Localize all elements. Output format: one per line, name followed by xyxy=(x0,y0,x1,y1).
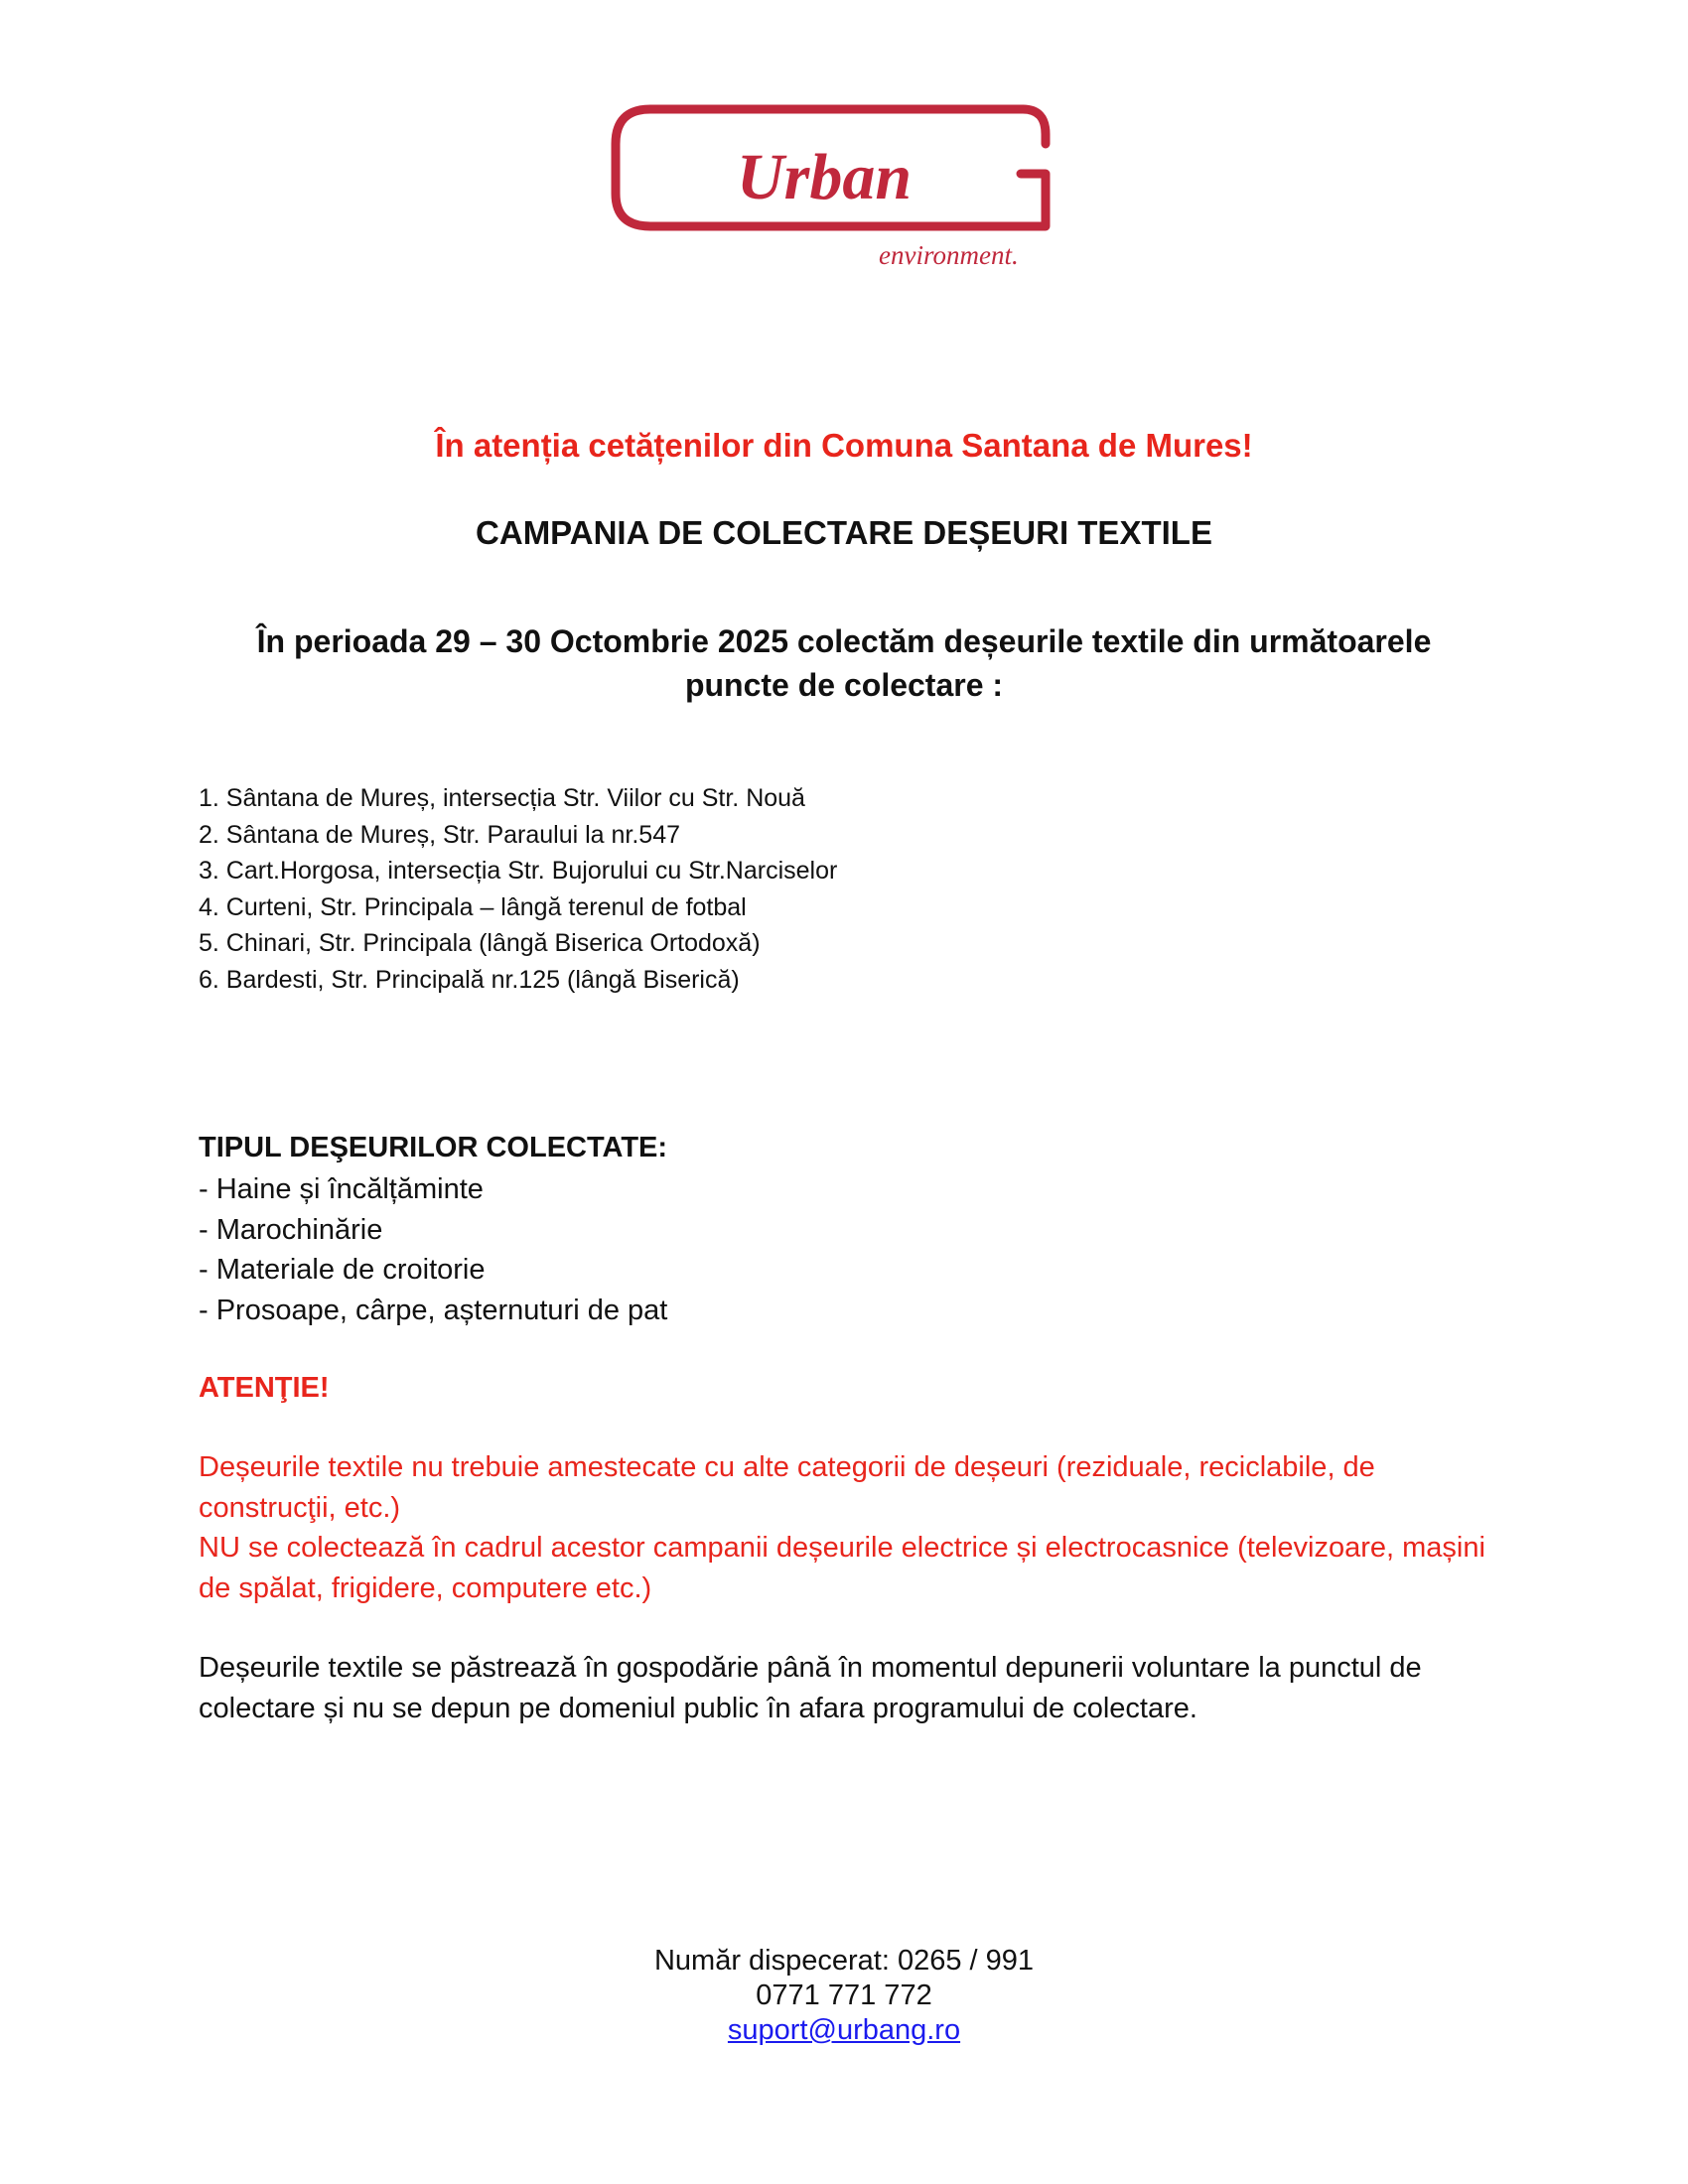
campaign-title: CAMPANIA DE COLECTARE DEȘEURI TEXTILE xyxy=(476,514,1212,551)
urban-logo xyxy=(606,99,1082,278)
waste-types-heading: TIPUL DEŞEURILOR COLECTATE: xyxy=(199,1132,668,1163)
notice-title: În atenția cetățenilor din Comuna Santana de Mures! xyxy=(435,427,1253,464)
logo-tagline-text: environment. xyxy=(879,240,1019,270)
campaign-period xyxy=(199,619,1489,707)
period-line-2: puncte de colectare : xyxy=(684,667,1004,703)
dispatcher-number: Număr dispecerat: 0265 / 991 xyxy=(653,1945,1035,1977)
warning-heading: ATENŢIE! xyxy=(199,1372,330,1404)
waste-type-item: - Prosoape, cârpe, așternuturi de pat xyxy=(199,1294,668,1326)
collection-points-list xyxy=(199,780,837,998)
collection-point: 5. Chinari, Str. Principala (lângă Biserica Ortodoxă) xyxy=(199,929,761,957)
logo-brand-text: Urban xyxy=(737,141,913,213)
warning-paragraph-electrical: NU se colectează în cadrul acestor campanii deșeurile electrice și electrocasnice (televizoare, mașini de spălat, frigidere, computere etc.) xyxy=(199,1532,1485,1604)
waste-types-list xyxy=(199,1169,667,1330)
warning-text xyxy=(199,1447,1509,1608)
collection-point: 4. Curteni, Str. Principala – lângă terenul de fotbal xyxy=(199,892,747,921)
collection-point: 6. Bardesti, Str. Principală nr.125 (lângă Biserică) xyxy=(199,965,740,994)
contact-footer xyxy=(0,1944,1688,2048)
collection-point: 1. Sântana de Mureș, intersecția Str. Viilor cu Str. Nouă xyxy=(199,784,805,812)
collection-point: 3. Cart.Horgosa, intersecția Str. Bujorului cu Str.Narciselor xyxy=(199,857,838,885)
phone-number: 0771 771 772 xyxy=(756,1979,932,2011)
waste-type-item: - Materiale de croitorie xyxy=(199,1254,486,1286)
support-email-link[interactable]: suport@urbang.ro xyxy=(727,2014,961,2046)
storage-note: Deșeurile textile se păstrează în gospodărie până în momentul depunerii voluntare la punctul de colectare și nu se depun pe domeniul public în afara programului de colectare. xyxy=(199,1652,1422,1724)
waste-type-item: - Haine și încălțăminte xyxy=(199,1173,484,1205)
waste-type-item: - Marochinărie xyxy=(199,1213,383,1246)
period-line-1: În perioada 29 – 30 Octombrie 2025 colectăm deșeurile textile din următoarele xyxy=(256,623,1432,659)
warning-paragraph-mixing: Deșeurile textile nu trebuie amestecate cu alte categorii de deșeuri (reziduale, reciclabile, de construcţii, etc.) xyxy=(199,1451,1375,1524)
collection-point: 2. Sântana de Mureș, Str. Paraului la nr.547 xyxy=(199,820,681,849)
